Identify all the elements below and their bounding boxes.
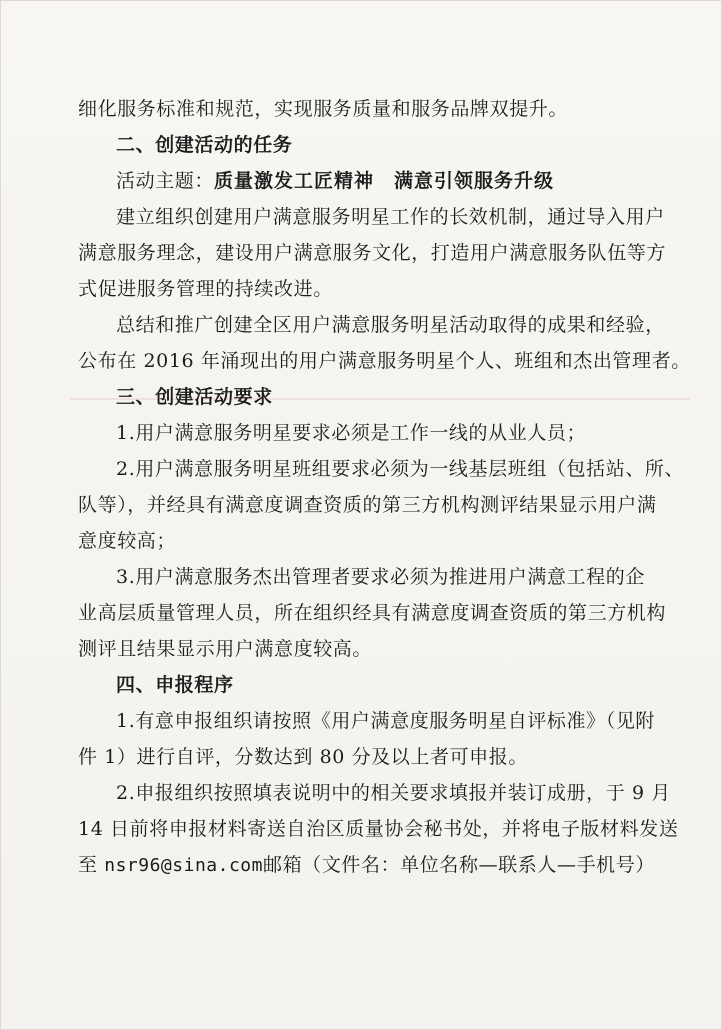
paragraph-line: 2.用户满意服务明星班组要求必须为一线基层班组（包括站、所、 xyxy=(116,458,685,480)
contact-line xyxy=(78,852,655,878)
activity-theme xyxy=(78,168,650,194)
paragraph-line: 业高层质量管理人员，所在组织经具有满意度调查资质的第三方机构 xyxy=(78,602,667,624)
document-body xyxy=(78,96,691,878)
section-heading-procedure: 四、申报程序 xyxy=(116,674,234,696)
paragraph-line: 14 日前将申报材料寄送自治区质量协会秘书处，并将电子版材料发送 xyxy=(78,818,679,840)
paragraph-line: 测评且结果显示用户满意度较高。 xyxy=(78,638,373,660)
section-heading-task: 二、创建活动的任务 xyxy=(116,134,293,156)
paragraph-line: 满意服务理念，建设用户满意服务文化，打造用户满意服务队伍等方 xyxy=(78,242,667,264)
paragraph-line: 总结和推广创建全区用户满意服务明星活动取得的成果和经验， xyxy=(116,314,665,336)
contact-prefix: 至 xyxy=(78,854,105,876)
paragraph-line: 1.用户满意服务明星要求必须是工作一线的从业人员； xyxy=(116,422,587,444)
theme-label: 活动主题： xyxy=(116,170,215,192)
paragraph-line: 公布在 2016 年涌现出的用户满意服务明星个人、班组和杰出管理者。 xyxy=(78,350,691,372)
paragraph-line: 2.申报组织按照填表说明中的相关要求填报并装订成册，于 9 月 xyxy=(116,782,671,804)
paragraph-line: 队等），并经具有满意度调查资质的第三方机构测评结果显示用户满 xyxy=(78,494,657,516)
paragraph-line: 1.有意申报组织请按照《用户满意度服务明星自评标准》（见附 xyxy=(116,710,656,732)
paragraph-line: 建立组织创建用户满意服务明星工作的长效机制，通过导入用户 xyxy=(116,206,665,228)
paragraph-line: 细化服务标准和规范，实现服务质量和服务品牌双提升。 xyxy=(78,98,569,120)
section-heading-requirements: 三、创建活动要求 xyxy=(116,386,273,408)
paragraph-line: 3.用户满意服务杰出管理者要求必须为推进用户满意工程的企 xyxy=(116,566,645,588)
paragraph-line: 式促进服务管理的持续改进。 xyxy=(78,278,333,300)
theme-value: 质量激发工匠精神 满意引领服务升级 xyxy=(214,170,555,192)
paragraph-line: 意度较高； xyxy=(78,530,177,552)
email-address: nsr96@sina.com xyxy=(104,855,263,876)
contact-suffix: 邮箱（文件名：单位名称—联系人—手机号） xyxy=(262,854,655,876)
paragraph-line: 件 1）进行自评，分数达到 80 分及以上者可申报。 xyxy=(78,746,528,768)
